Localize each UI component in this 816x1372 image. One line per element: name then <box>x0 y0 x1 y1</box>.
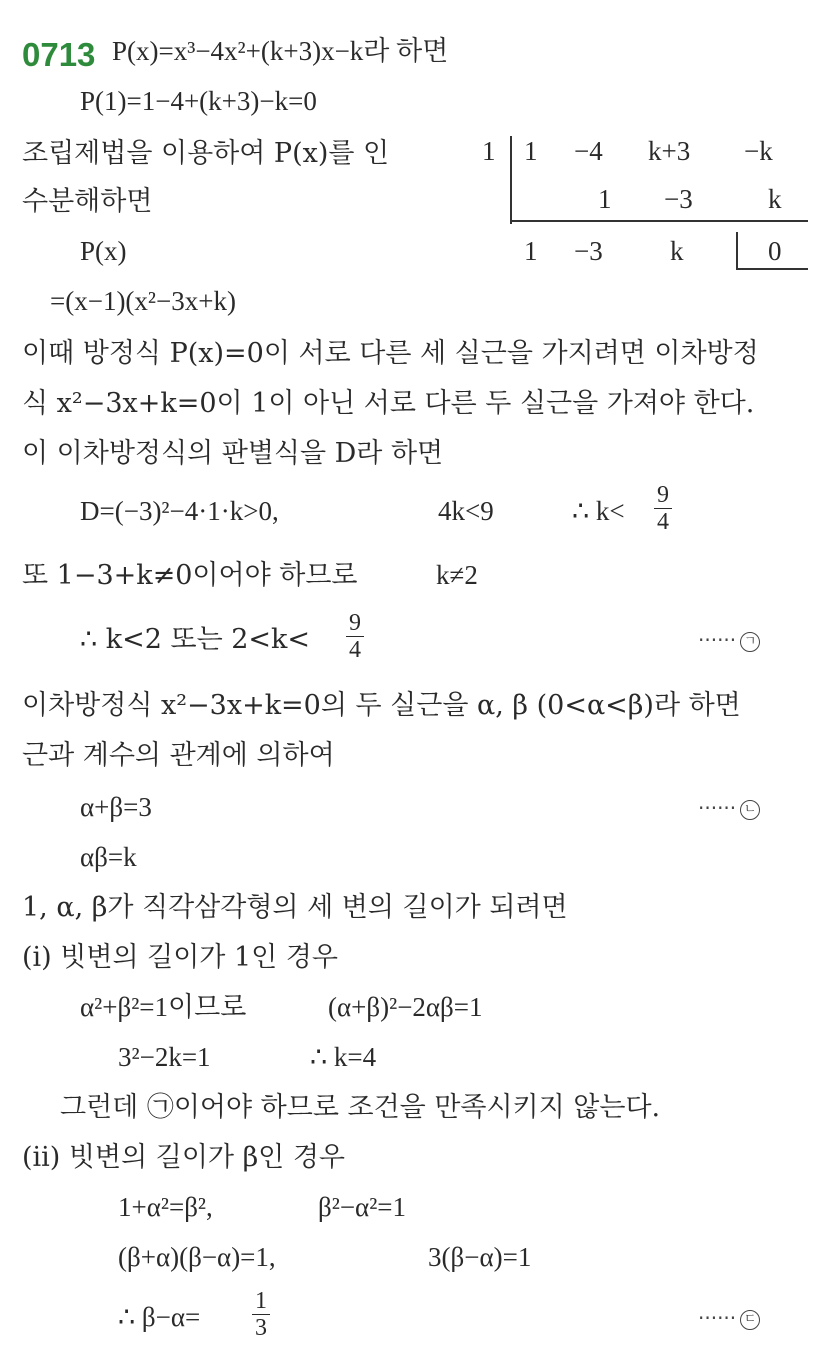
text-line: 이차방정식 x²−3x+k=0의 두 실근을 α, β (0<α<β)라 하면 <box>22 690 741 721</box>
result-cell: k <box>670 236 684 266</box>
text-line: 식 x²−3x+k=0이 1이 아닌 서로 다른 두 실근을 가져야 한다. <box>22 388 755 419</box>
expression-line: P(x)=x³−4x²+(k+3)x−k라 하면 <box>112 36 449 66</box>
expression-line: 3(β−α)=1 <box>428 1242 532 1272</box>
numerator: 9 <box>346 610 364 637</box>
case-heading: (i) 빗변의 길이가 1인 경우 <box>22 942 338 973</box>
text-line: 또 1−3+k≠0이어야 하므로 <box>22 560 358 591</box>
expression-line: D=(−3)²−4·1·k>0, <box>80 496 279 526</box>
fraction <box>654 482 672 537</box>
expression-line: α+β=3 <box>80 792 152 822</box>
expression-line: ∴ k<2 또는 2<k< <box>80 624 311 655</box>
expression-line: ∴ k< <box>572 496 625 526</box>
tag-dots: ······ <box>698 628 737 652</box>
expression-line: k≠2 <box>436 560 478 590</box>
text-line: 근과 계수의 관계에 의하여 <box>22 740 335 771</box>
fraction <box>252 1288 270 1343</box>
expression-line: ∴ k=4 <box>310 1042 377 1072</box>
numerator: 9 <box>654 482 672 509</box>
expression-line: ∴ β−α= <box>118 1302 201 1332</box>
text-line: 이때 방정식 P(x)=0이 서로 다른 세 실근을 가지려면 이차방정 <box>22 338 759 369</box>
equation-tag <box>698 796 760 820</box>
denominator: 3 <box>255 1315 267 1342</box>
expression-line: 4k<9 <box>438 496 494 526</box>
result-cell: 1 <box>524 236 538 266</box>
remainder-box <box>736 268 808 270</box>
expression-line: =(x−1)(x²−3x+k) <box>50 286 236 316</box>
case-heading: (ii) 빗변의 길이가 β인 경우 <box>22 1142 346 1173</box>
text-line: 그런데 ㉠이어야 하므로 조건을 만족시키지 않는다. <box>60 1092 661 1123</box>
text-line: 조립제법을 이용하여 P(x)를 인 <box>22 138 390 169</box>
text-line: 수분해하면 <box>22 186 153 217</box>
numerator: 1 <box>252 1288 270 1315</box>
expression-line: 3²−2k=1 <box>118 1042 211 1072</box>
expression-line: P(x) <box>80 236 127 266</box>
denominator: 4 <box>349 637 361 664</box>
circled-nieun-icon: ㄴ <box>740 800 760 820</box>
coef-cell: −4 <box>574 136 603 166</box>
equation-tag <box>698 1306 760 1330</box>
expression-line: 1+α²=β², <box>118 1192 213 1222</box>
tag-dots: ······ <box>698 1306 737 1330</box>
result-cell: −3 <box>574 236 603 266</box>
coef-cell: k+3 <box>648 136 691 166</box>
fraction <box>346 610 364 665</box>
circled-giyeok-icon: ㄱ <box>740 632 760 652</box>
expression-line: αβ=k <box>80 842 137 872</box>
coef-cell: −k <box>744 136 773 166</box>
coef-cell: 1 <box>524 136 538 166</box>
text-line: 1, α, β가 직각삼각형의 세 변의 길이가 되려면 <box>22 892 568 923</box>
expression-line: β²−α²=1 <box>318 1192 407 1222</box>
circled-digeut-icon: ㄷ <box>740 1310 760 1330</box>
expression-line: P(1)=1−4+(k+3)−k=0 <box>80 86 317 116</box>
product-cell: −3 <box>664 184 693 214</box>
synthetic-division <box>478 134 808 274</box>
equation-tag <box>698 628 760 652</box>
remainder-box <box>736 232 738 268</box>
product-cell: k <box>768 184 782 214</box>
problem-number: 0713 <box>22 36 96 73</box>
division-bar <box>510 136 512 224</box>
expression-line: (β+α)(β−α)=1, <box>118 1242 276 1272</box>
division-line <box>510 220 808 222</box>
expression-line: (α+β)²−2αβ=1 <box>328 992 483 1022</box>
remainder-cell: 0 <box>768 236 782 266</box>
denominator: 4 <box>657 509 669 536</box>
product-cell: 1 <box>598 184 612 214</box>
expression-line: α²+β²=1이므로 <box>80 992 247 1022</box>
tag-dots: ······ <box>698 796 737 820</box>
text-line: 이 이차방정식의 판별식을 D라 하면 <box>22 438 444 469</box>
divisor: 1 <box>482 136 496 166</box>
